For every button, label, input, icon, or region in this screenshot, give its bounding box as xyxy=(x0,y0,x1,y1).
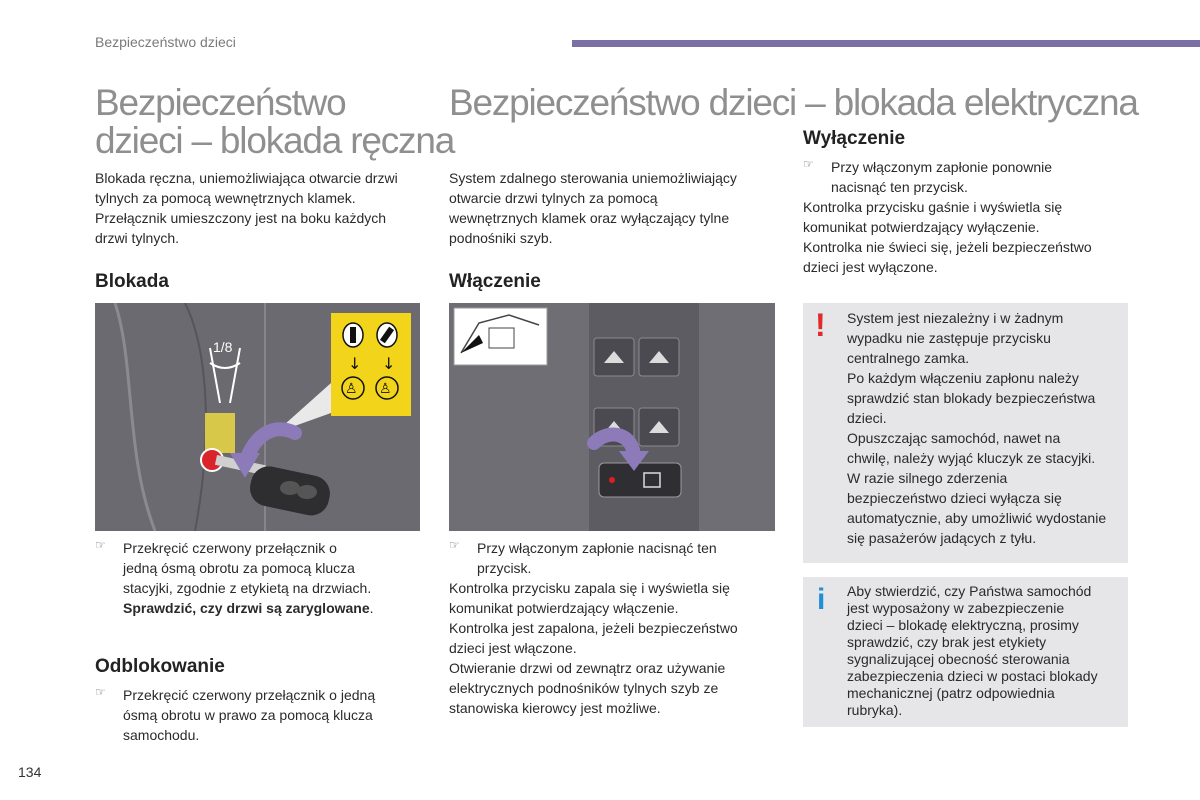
lock-warning: Sprawdzić, czy drzwi są zaryglowane xyxy=(123,600,370,616)
svg-text:♙: ♙ xyxy=(345,381,358,397)
info-line: dzieci – blokadę elektryczną, prosimy xyxy=(847,617,1079,633)
unlock-step-line: ósmą obrotu w prawo za pomocą klucza xyxy=(123,707,373,723)
off-step-line: Przy włączonym zapłonie ponownie xyxy=(831,159,1052,175)
info-icon: i xyxy=(817,583,826,616)
lock-heading: Blokada xyxy=(95,271,169,292)
left-intro xyxy=(95,168,425,248)
info-line: sygnalizującej obecność sterowania xyxy=(847,651,1070,667)
warning-line: Po każdym włączeniu zapłonu należy xyxy=(847,370,1079,386)
on-steps xyxy=(449,538,779,718)
info-line: mechanicznej (patrz odpowiednia xyxy=(847,685,1055,701)
off-text-line: dzieci jest wyłączone. xyxy=(803,259,938,275)
warning-line: sprawdzić stan blokady bezpieczeństwa xyxy=(847,390,1096,406)
warning-line: chwilę, należy wyjąć kluczyk ze stacyjki. xyxy=(847,450,1096,466)
warning-line: W razie silnego zderzenia xyxy=(847,470,1008,486)
middle-intro-line: podnośniki szyb. xyxy=(449,230,553,246)
unlock-step-line: Przekręcić czerwony przełącznik o jedną xyxy=(123,687,376,703)
lock-step-line: stacyjki, zgodnie z etykietą na drzwiach. xyxy=(123,580,372,596)
left-intro-line: Blokada ręczna, uniemożliwiająca otwarcie drzwi xyxy=(95,170,398,186)
warning-line: centralnego zamka. xyxy=(847,350,970,366)
window-switch-illustration xyxy=(449,303,775,531)
warning-line: się pasażerów jadących z tyłu. xyxy=(847,530,1037,546)
warning-note xyxy=(803,303,1128,563)
on-text-line: Kontrolka jest zapalona, jeżeli bezpieczeństwo xyxy=(449,620,738,636)
header-accent-bar xyxy=(572,40,1200,47)
on-step-line: przycisk. xyxy=(477,560,532,576)
on-text-line: dzieci jest włączone. xyxy=(449,640,577,656)
unlock-heading: Odblokowanie xyxy=(95,656,225,677)
page-number: 134 xyxy=(18,764,42,780)
lock-step-bullet xyxy=(95,538,425,618)
warning-line: automatycznie, aby umożliwić wydostanie xyxy=(847,510,1107,526)
info-line: jest wyposażony w zabezpieczenie xyxy=(847,600,1065,616)
warning-line: wypadku nie zastępuje przycisku xyxy=(847,330,1051,346)
on-text-line: Otwieranie drzwi od zewnątrz oraz używanie xyxy=(449,660,726,676)
warning-line: bezpieczeństwo dzieci wyłącza się xyxy=(847,490,1062,506)
svg-text:↓: ↓ xyxy=(382,354,396,373)
on-text-line: stanowiska kierowcy jest możliwe. xyxy=(449,700,661,716)
unlock-step-bullet xyxy=(95,685,425,745)
pointer-icon: ☞ xyxy=(803,157,814,171)
left-intro-line: Przełącznik umieszczony jest na boku każdych xyxy=(95,210,387,226)
on-text-line: komunikat potwierdzający włączenie. xyxy=(449,600,679,616)
warning-icon: ! xyxy=(815,307,826,343)
child-lock-illustration xyxy=(95,303,420,531)
section-label: Bezpieczeństwo dzieci xyxy=(95,34,236,50)
left-intro-line: drzwi tylnych. xyxy=(95,230,180,246)
middle-intro-line: otwarcie drzwi tylnych za pomocą xyxy=(449,190,658,206)
warning-text xyxy=(847,308,1125,548)
unlock-step-line: samochodu. xyxy=(123,727,200,743)
warning-line: Opuszczając samochód, nawet na xyxy=(847,430,1061,446)
pointer-icon: ☞ xyxy=(449,538,460,552)
lock-step-line: jedną ósmą obrotu za pomocą klucza xyxy=(123,560,355,576)
on-text-line: elektrycznych podnośników tylnych szyb ze xyxy=(449,680,719,696)
info-line: zabezpieczenia dzieci w postaci blokady xyxy=(847,668,1098,684)
on-step-line: Przy włączonym zapłonie nacisnąć ten xyxy=(477,540,717,556)
off-heading: Wyłączenie xyxy=(803,128,906,149)
off-step-bullet xyxy=(803,157,1133,197)
on-step-bullet xyxy=(449,538,779,578)
info-line: rubryka). xyxy=(847,702,903,718)
on-heading: Włączenie xyxy=(449,271,541,292)
pointer-icon: ☞ xyxy=(95,538,106,552)
middle-intro-line: System zdalnego sterowania uniemożliwiający xyxy=(449,170,737,186)
off-steps xyxy=(803,157,1133,277)
left-title xyxy=(95,84,454,160)
middle-intro-line: wewnętrznych klamek oraz wyłączający tylne xyxy=(449,210,730,226)
switch-panel-drawing xyxy=(449,303,775,531)
left-title-line2: dzieci – blokada ręczna xyxy=(95,120,455,161)
fraction-label: 1/8 xyxy=(213,339,233,355)
lock-warning-line: Sprawdzić, czy drzwi są zaryglowane. xyxy=(123,600,374,616)
lock-label-yellow xyxy=(205,413,235,453)
pointer-icon: ☞ xyxy=(95,685,106,699)
off-text-line: Kontrolka przycisku gaśnie i wyświetla się xyxy=(803,199,1063,215)
lock-step-line: Przekręcić czerwony przełącznik o xyxy=(123,540,337,556)
warning-line: System jest niezależny i w żadnym xyxy=(847,310,1064,326)
on-text-line: Kontrolka przycisku zapala się i wyświetla się xyxy=(449,580,730,596)
info-text xyxy=(847,583,1125,719)
indicator-light xyxy=(609,477,615,483)
middle-title: Bezpieczeństwo dzieci – blokada elektryczna xyxy=(449,82,1138,123)
svg-text:♙: ♙ xyxy=(379,381,392,397)
svg-text:↓: ↓ xyxy=(348,354,362,373)
info-note xyxy=(803,577,1128,727)
door-lock-drawing xyxy=(95,303,420,531)
warning-line: dzieci. xyxy=(847,410,887,426)
left-intro-line: tylnych za pomocą wewnętrznych klamek. xyxy=(95,190,356,206)
off-text-line: Kontrolka nie świeci się, jeżeli bezpieczeństwo xyxy=(803,239,1092,255)
lock-steps xyxy=(95,538,425,618)
off-step-line: nacisnąć ten przycisk. xyxy=(831,179,968,195)
unlock-steps xyxy=(95,685,425,745)
info-line: Aby stwierdzić, czy Państwa samochód xyxy=(847,583,1092,599)
off-text-line: komunikat potwierdzający wyłączenie. xyxy=(803,219,1040,235)
middle-intro xyxy=(449,168,779,248)
info-line: sprawdzić, czy brak jest etykiety xyxy=(847,634,1047,650)
door-sticker xyxy=(331,313,411,416)
left-title-line1: Bezpieczeństwo xyxy=(95,82,346,123)
